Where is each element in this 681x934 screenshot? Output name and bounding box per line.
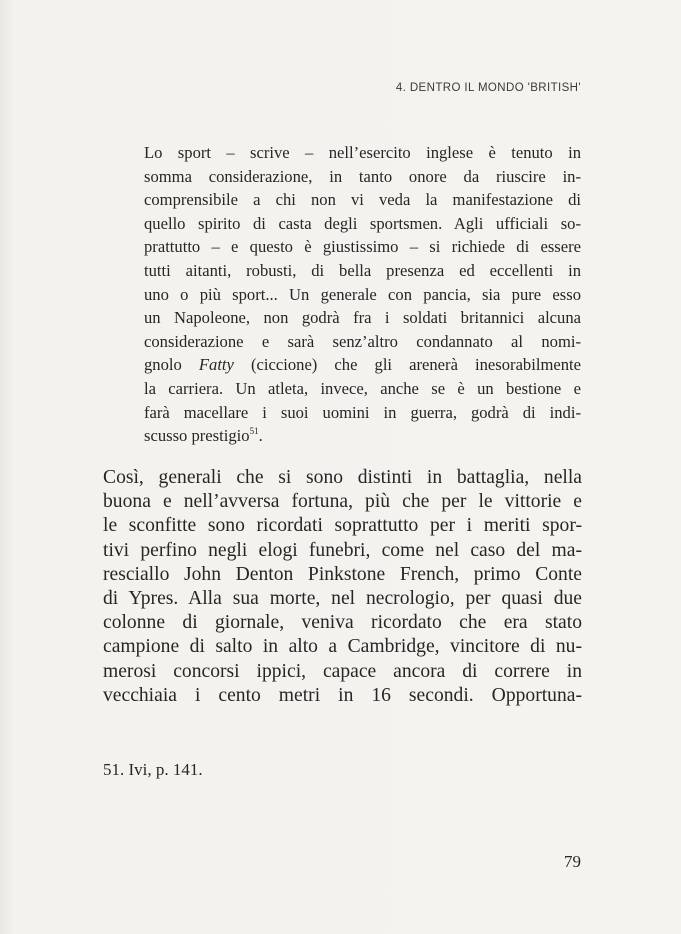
quote-line: quello spirito di casta degli sportsmen. Agli ufficiali so- [144,213,581,233]
quote-fragment: gnolo [144,355,199,375]
quote-line: farà macellare i suoi uomini in guerra, godrà di indi- [144,402,581,422]
quote-line: somma considerazione, in tanto onore da riuscire in- [144,166,581,186]
body-line: vecchiaia i cento metri in 16 secondi. Opportuna- [103,684,582,706]
body-line: buona e nell’avversa fortuna, più che per le vittorie e [103,491,582,513]
quote-line: uno o più sport... Un generale con pancia, sia pure esso [144,284,581,304]
body-paragraph [103,466,582,708]
quote-line: considerazione e sarà senz’altro condannato al nomi- [144,331,581,351]
quote-line: tutti aitanti, robusti, di bella presenza ed eccellenti in [144,260,581,280]
body-line: merosi concorsi ippici, capace ancora di correre in [103,660,582,682]
quote-line [144,353,581,377]
quote-line: prattutto – e questo è giustissimo – si richiede di essere [144,237,581,257]
body-line: tivi perfino negli elogi funebri, come nel caso del ma- [103,539,582,561]
running-head: 4. DENTRO IL MONDO 'BRITISH' [395,82,581,94]
body-line: colonne di giornale, veniva ricordato che era stato [103,612,582,634]
body-line: campione di salto in alto a Cambridge, vincitore di nu- [103,636,582,658]
footnote: 51. Ivi, p. 141. [103,760,203,779]
body-line: Così, generali che si sono distinti in battaglia, nella [103,467,582,488]
quote-line: un Napoleone, non godrà fra i soldati britannici alcuna [144,308,581,328]
page-number: 79 [564,852,581,871]
quote-fragment: scusso prestigio [144,426,250,446]
body-line: resciallo John Denton Pinkstone French, primo Conte [103,563,582,585]
quote-line [144,424,581,448]
quote-italic-word: Fatty [198,355,234,375]
footnote-reference[interactable]: 51 [249,426,259,437]
quote-line: comprensibile a chi non vi veda la manifestazione di [144,190,581,210]
body-line: le sconfitte sono ricordati soprattutto per i meriti spor- [103,515,582,537]
quote-line: la carriera. Un atleta, invece, anche se è un bestione e [144,378,581,398]
quote-fragment: (ciccione) che gli arenerà inesorabilmente [233,355,581,375]
block-quote [144,141,581,448]
body-line: di Ypres. Alla sua morte, nel necrologio, per quasi due [103,588,582,610]
quote-fragment: . [258,426,263,446]
quote-line: Lo sport – scrive – nell’esercito inglese è tenuto in [144,143,581,162]
